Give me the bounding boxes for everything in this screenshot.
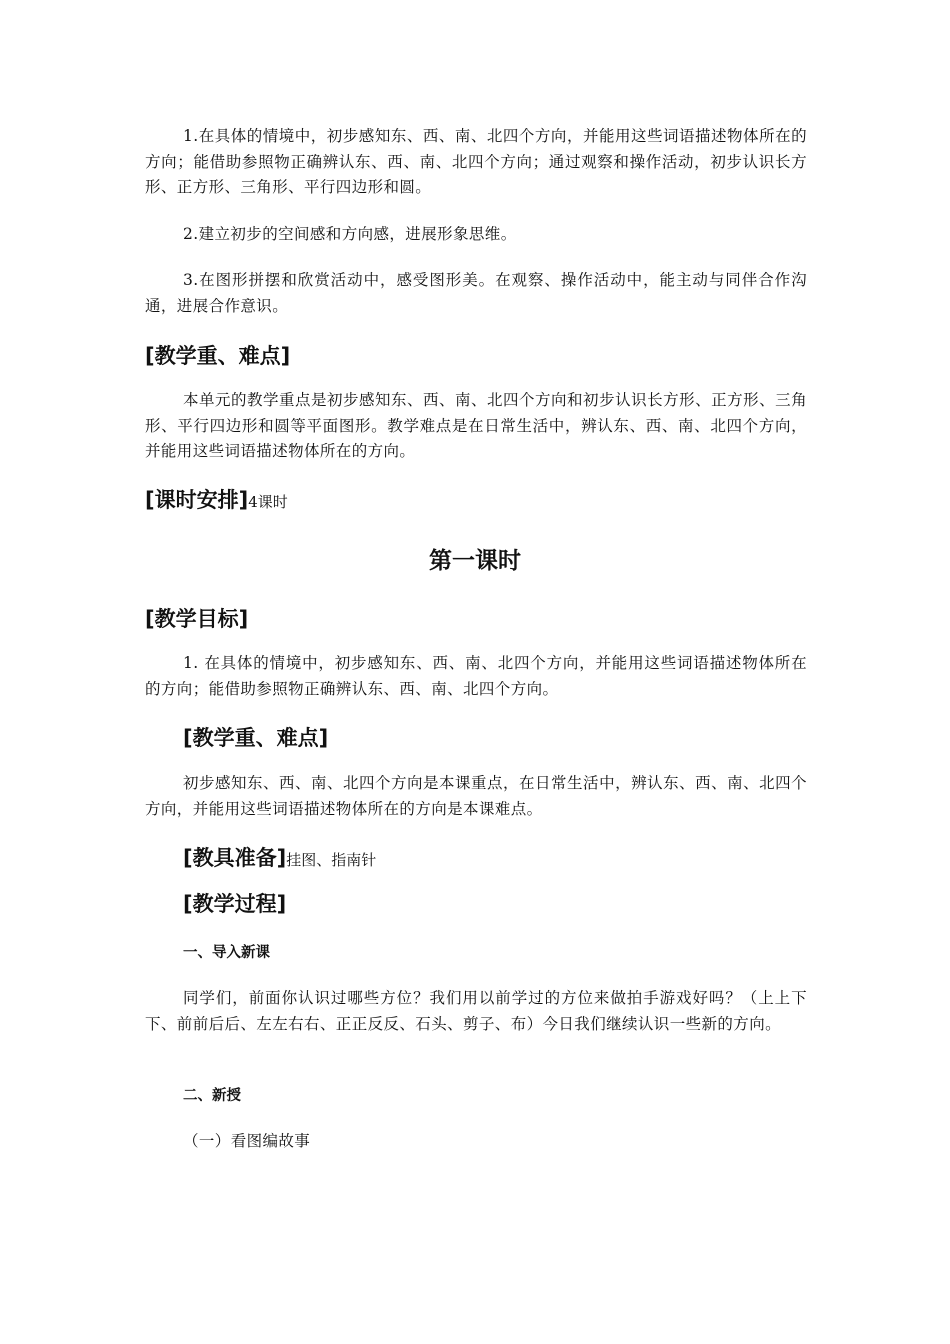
lesson-key-heading: [教学重、难点] — [183, 726, 329, 750]
section-1-text: 同学们，前面你认识过哪些方位？我们用以前学过的方位来做拍手游戏好吗？（上上下下、前前后后、左左右右、正正反反、石头、剪子、布）今日我们继续认识一些新的方向。 — [145, 989, 807, 1033]
section-2-title: 二、新授 — [183, 1088, 241, 1104]
unit-key-heading: [教学重、难点] — [145, 344, 291, 368]
process-heading: [教学过程] — [183, 892, 287, 916]
unit-key-text: 本单元的教学重点是初步感知东、西、南、北四个方向和初步认识长方形、正方形、三角形、平行四边形和圆等平面图形。教学难点是在日常生活中，辨认东、西、南、北四个方向，并能用这些词语描述物体所在的方向。 — [145, 391, 807, 460]
objective-1: 1.在具体的情境中，初步感知东、西、南、北四个方向，并能用这些词语描述物体所在的方向；能借助参照物正确辨认东、西、南、北四个方向；通过观察和操作活动，初步认识长方形、正方形、三角形、平行四边形和圆。 — [145, 127, 807, 196]
section-1-title: 一、导入新课 — [183, 945, 270, 961]
lesson-objective-text: 1. 在具体的情境中，初步感知东、西、南、北四个方向，并能用这些词语描述物体所在的方向；能借助参照物正确辨认东、西、南、北四个方向。 — [145, 654, 807, 698]
schedule-value: 4课时 — [248, 493, 288, 511]
objective-3: 3.在图形拼摆和欣赏活动中，感受图形美。在观察、操作活动中，能主动与同伴合作沟通，进展合作意识。 — [145, 271, 807, 315]
tools-heading — [183, 842, 376, 872]
schedule-heading — [145, 484, 288, 514]
objective-2: 2.建立初步的空间感和方向感，进展形象思维。 — [183, 225, 517, 243]
schedule-heading-label: [课时安排] — [145, 488, 249, 512]
tools-heading-label: [教具准备] — [183, 846, 287, 870]
lesson-key-text: 初步感知东、西、南、北四个方向是本课重点，在日常生活中，辨认东、西、南、北四个方向，并能用这些词语描述物体所在的方向是本课难点。 — [145, 774, 807, 818]
tools-value: 挂图、指南针 — [286, 851, 377, 869]
lesson-title: 第一课时 — [429, 548, 521, 574]
lesson-objective-heading: [教学目标] — [145, 607, 249, 631]
subsection-1: （一）看图编故事 — [183, 1132, 311, 1150]
